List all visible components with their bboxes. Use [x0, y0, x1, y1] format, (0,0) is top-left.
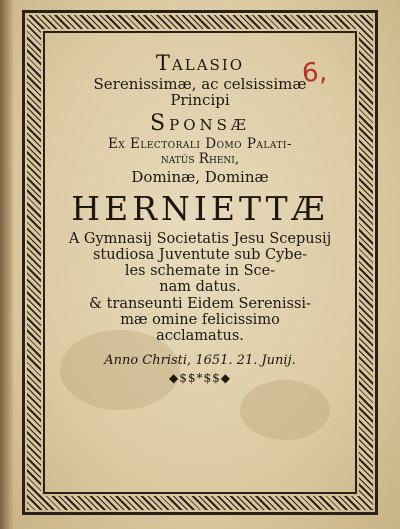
date-line: Anno Christi, 1651. 21. Junij.: [104, 353, 296, 369]
origin-line: Ex Electorali Domo Palati-: [107, 135, 293, 152]
sponsae-heading: Sponsæ: [150, 111, 250, 137]
fleuron-ornament: ◆$$*$$◆: [169, 370, 231, 385]
dedication-line: Principi: [170, 91, 230, 110]
honorific-line: Dominæ, Dominæ: [131, 167, 269, 186]
title-line: Talasio: [155, 51, 245, 75]
body-line: mæ omine felicissimo: [120, 311, 280, 328]
title-text-block: [50, 52, 350, 385]
handwritten-shelf-number: 6,: [300, 57, 328, 89]
body-line: A Gymnasij Societatis Jesu Scepusij: [68, 230, 332, 247]
body-line: & transeunti Eidem Serenissi-: [89, 295, 311, 312]
origin-line: natûs Rheni,: [160, 150, 240, 167]
dedication-line: Serenissimæ, ac celsissimæ: [93, 74, 307, 93]
body-line: acclamatus.: [156, 328, 244, 345]
body-line: nam datus.: [159, 279, 241, 296]
body-line: studiosa Juventute sub Cybe-: [92, 246, 308, 263]
page-gutter: [0, 0, 14, 529]
body-line: les schemate in Sce-: [124, 263, 276, 280]
dedicatee-name: HERNIETTÆ: [71, 188, 329, 228]
